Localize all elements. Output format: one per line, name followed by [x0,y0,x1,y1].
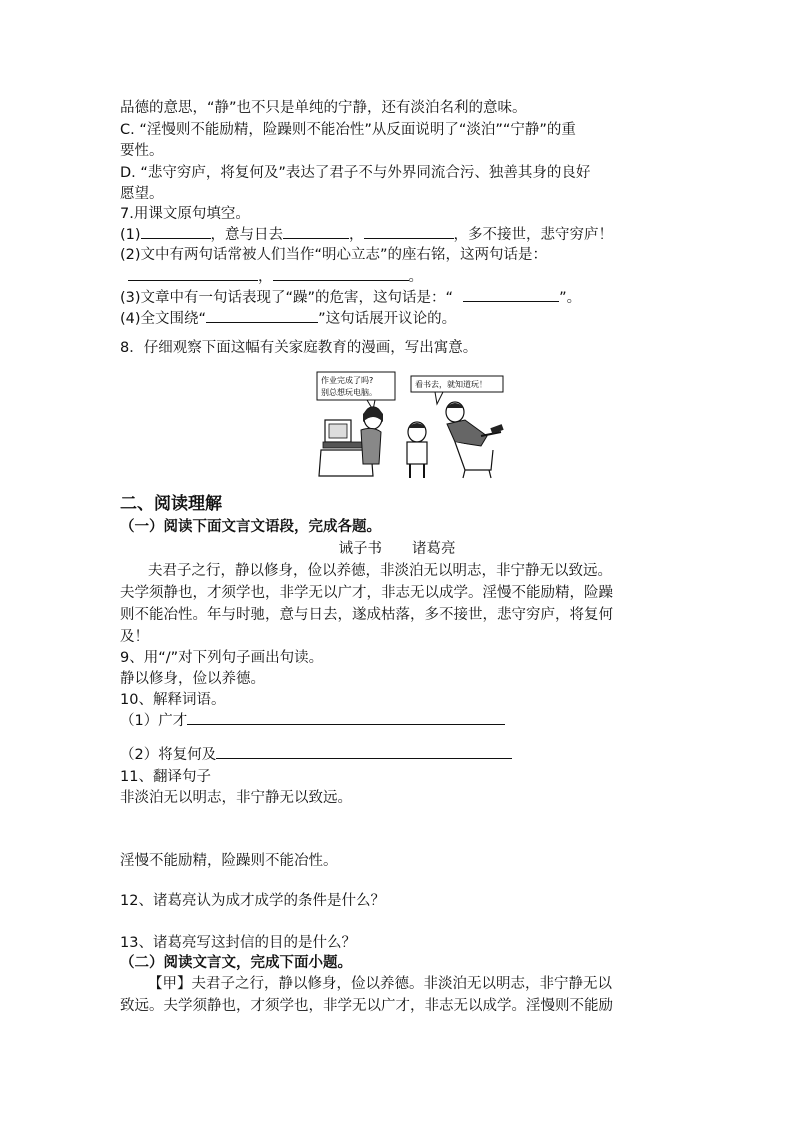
passage-title: 诫子书 [338,541,382,557]
fill-blank[interactable] [273,266,409,281]
option-d-line1: D. “悲守穷庐，将复何及”表达了君子不与外界同流合污、独善其身的良好 [120,165,591,181]
q12-question: 12、诸葛亮认为成才成学的条件是什么？ [120,893,385,909]
fill-blank[interactable] [463,287,559,302]
keyboard-icon [323,442,367,448]
fill-blank[interactable] [283,224,349,239]
fill-blank[interactable] [206,308,318,323]
sofa-icon [455,442,493,470]
passage-line4: 及！ [120,629,149,645]
family-education-cartoon [315,370,515,482]
answer-blank[interactable] [187,710,505,725]
bubble-right-text: 看书去，就知道玩！ [415,380,487,389]
fill-blank[interactable] [364,224,454,239]
father-body [447,420,487,446]
section-heading: 二、阅读理解 [120,494,222,514]
child-body [407,442,427,464]
q9-title: 9、用“/”对下列句子画出句读。 [120,650,324,666]
q13-question: 13、诸葛亮写这封信的目的是什么？ [120,935,356,951]
q7-item2-blanks: ， 。 [120,266,423,287]
q11-title: 11、翻译句子 [120,769,211,785]
q7-title: 7.用课文原句填空。 [120,206,250,222]
passage-jia-line2: 致远。夫学须静也，才须学也，非学无以广才，非志无以成学。淫慢则不能励 [120,998,613,1014]
q10-title: 10、解释词语。 [120,692,226,708]
answer-blank[interactable] [216,744,512,759]
bubble-left-text-1: 作业完成了吗? [321,376,374,385]
mother-body [361,428,381,464]
q7-item2: (2)文中有两句话常被人们当作“明心立志”的座右铭，这两句话是： [120,247,548,263]
passage-line3: 则不能冶性。年与时驰，意与日去，遂成枯落，多不接世，悲守穷庐，将复何 [120,607,613,623]
q7-item4: (4)全文围绕“ ”这句话展开议论的。 [120,308,456,329]
part1-heading: （一）阅读下面文言文语段，完成各题。 [120,519,381,535]
q11-sentence2: 淫慢不能励精，险躁则不能冶性。 [120,853,338,869]
q7-item1: (1) ，意与日去 ， ，多不接世，悲守穷庐！ [120,224,613,245]
passage-jia-line1: 【甲】夫君子之行，静以修身，俭以养德。非淡泊无以明志，非宁静无以 [148,976,612,992]
passage-line1: 夫君子之行，静以修身，俭以养德，非淡泊无以明志，非宁静无以致远。 [148,563,612,579]
option-c-line1: C. “淫慢则不能励精，险躁则不能冶性”从反面说明了“淡泊”“宁静”的重 [120,122,576,138]
option-c-line2: 要性。 [120,143,164,159]
bubble-tail [435,392,443,404]
option-d-line2: 愿望。 [120,186,164,202]
passage-author: 诸葛亮 [412,541,456,557]
passage-title-row [0,539,794,559]
bubble-left-text-2: 别总想玩电脑。 [321,388,377,397]
q10-item1: （1）广才 [120,710,505,731]
fill-blank[interactable] [128,266,258,281]
part2-heading: （二）阅读文言文，完成下面小题。 [120,955,352,971]
q9-sentence: 静以修身，俭以养德。 [120,671,265,687]
q8-title: 8．仔细观察下面这幅有关家庭教育的漫画，写出寓意。 [120,340,478,356]
q10-item2: （2）将复何及 [120,744,512,765]
fill-blank[interactable] [141,224,211,239]
passage-line2: 夫学须静也，才须学也，非学无以广才，非志无以成学。淫慢不能励精，险躁 [120,585,613,601]
option-b-continuation: 品德的意思，“静”也不只是单纯的宁静，还有淡泊名利的意味。 [120,100,527,116]
q7-item3: (3)文章中有一句话表现了“躁”的危害，这句话是：“ ”。 [120,287,581,308]
q11-sentence1: 非淡泊无以明志，非宁静无以致远。 [120,790,352,806]
